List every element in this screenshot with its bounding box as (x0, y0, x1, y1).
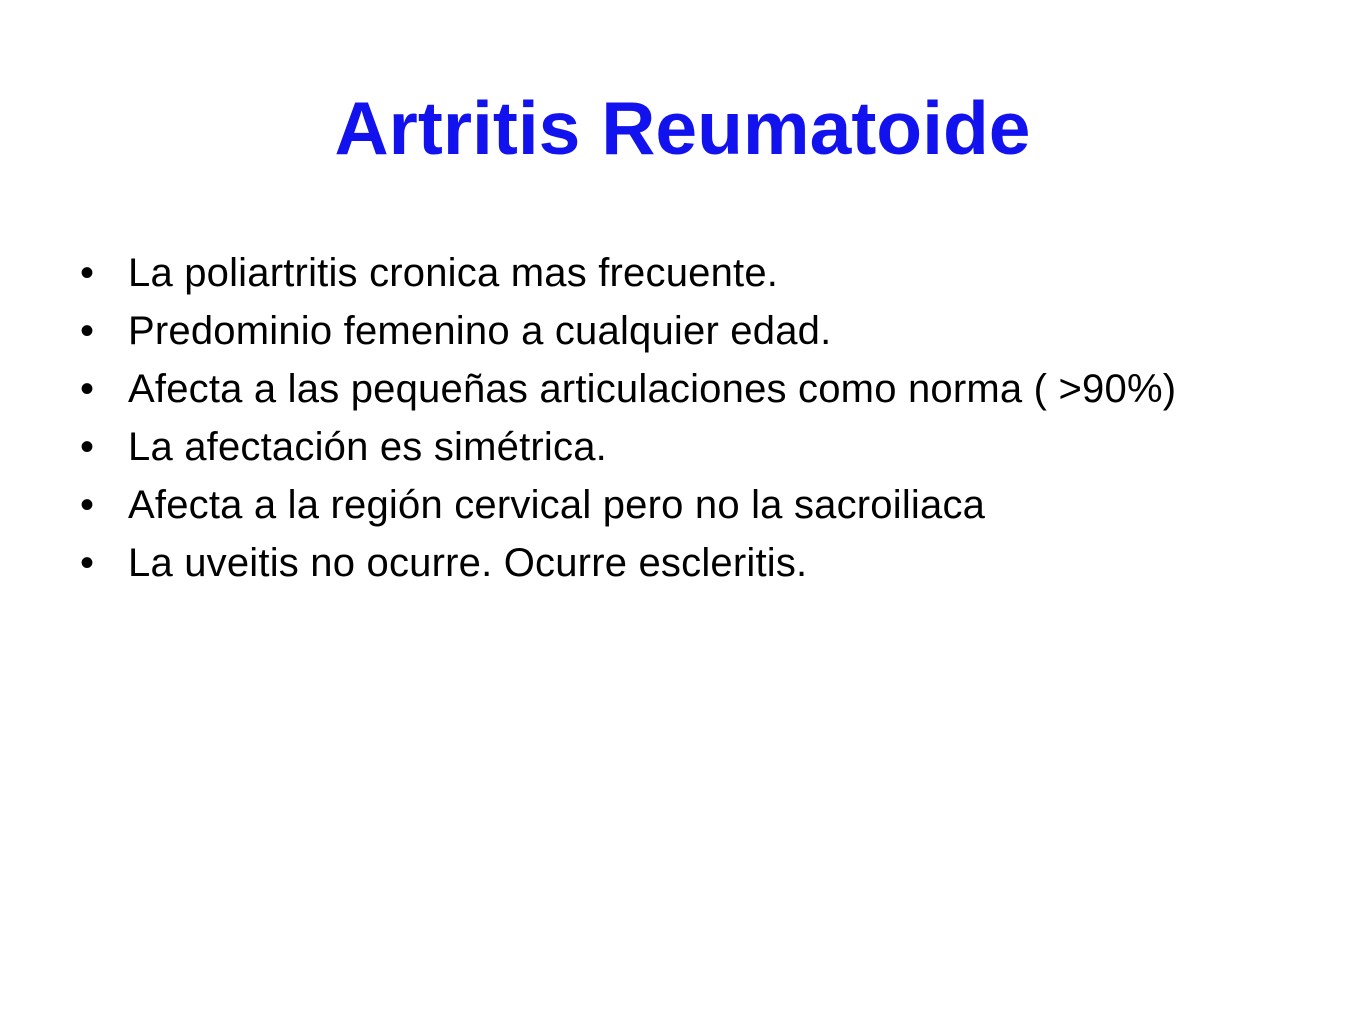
bullet-item (80, 482, 1340, 529)
bullet-text: Predominio femenino a cualquier edad. (128, 309, 832, 353)
bullet-text: La poliartritis cronica mas frecuente. (128, 251, 779, 295)
bullet-text: Afecta a la región cervical pero no la sacroiliaca (128, 483, 986, 527)
bullet-marker: • (80, 541, 95, 585)
bullet-marker: • (80, 367, 95, 411)
slide-title: Artritis Reumatoide (334, 86, 1031, 170)
bullet-item (80, 308, 1340, 355)
bullet-marker: • (80, 309, 95, 353)
bullet-item (80, 250, 1340, 297)
bullet-marker: • (80, 251, 95, 295)
bullet-item (80, 366, 1340, 413)
bullet-text: La afectación es simétrica. (128, 425, 607, 469)
bullet-marker: • (80, 483, 95, 527)
bullet-item (80, 540, 1340, 587)
bullet-text: Afecta a las pequeñas articulaciones como norma ( >90%) (128, 367, 1177, 411)
bullet-marker: • (80, 425, 95, 469)
bullet-list (80, 250, 1340, 598)
bullet-item (80, 424, 1340, 471)
bullet-text: La uveitis no ocurre. Ocurre escleritis. (128, 541, 808, 585)
